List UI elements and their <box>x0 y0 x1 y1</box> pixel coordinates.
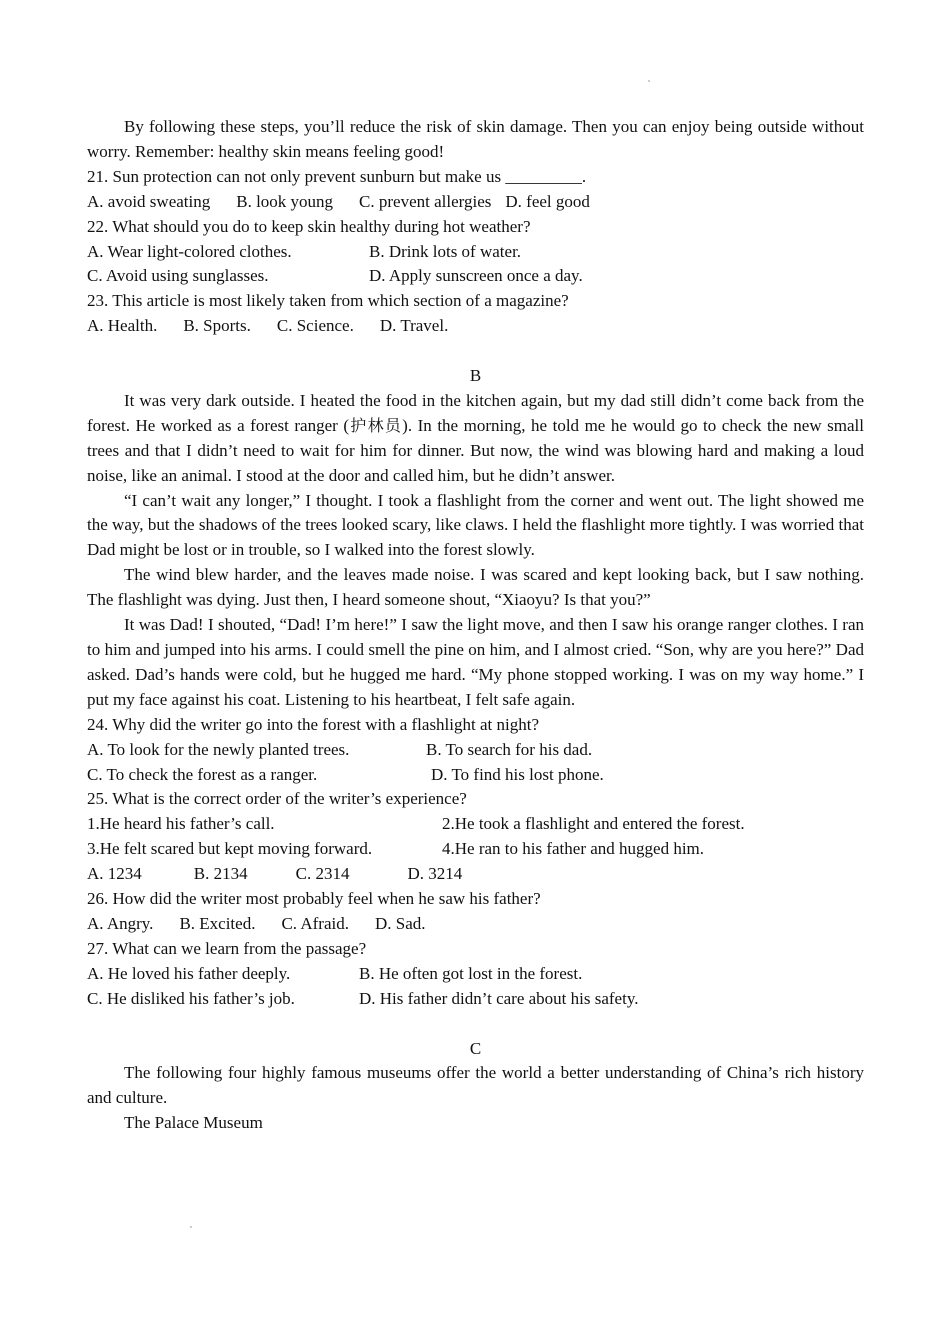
q27-option-d: D. His father didn’t care about his safety. <box>359 988 639 1008</box>
spacer <box>87 1012 864 1037</box>
question-27-options-row-1 <box>87 962 864 987</box>
q26-option-d: D. Sad. <box>374 913 426 933</box>
q25-option-d: D. 3214 <box>407 864 463 884</box>
question-22-options-row-2 <box>87 264 864 289</box>
q22-option-d: D. Apply sunscreen once a day. <box>369 266 583 286</box>
passage-b-paragraph-3: The wind blew harder, and the leaves made noise. I was scared and kept looking back, but I saw nothing. The flashlight was dying. Just then, I heard someone shout, “Xiaoyu? Is that you?” <box>87 565 864 610</box>
q24-option-d: D. To find his lost phone. <box>431 764 604 784</box>
q26-option-c: C. Afraid. <box>281 913 349 933</box>
q21-option-a: A. avoid sweating <box>87 191 211 211</box>
q21-option-d: D. feel good <box>505 191 590 211</box>
q26-option-a: A. Angry. <box>87 913 154 933</box>
question-22-options-row-1 <box>87 240 864 265</box>
question-24-stem: 24. Why did the writer go into the forest with a flashlight at night? <box>87 714 539 734</box>
q22-option-a: A. Wear light-colored clothes. <box>87 241 292 261</box>
passage-b-paragraph-4: It was Dad! I shouted, “Dad! I’m here!” I saw the light move, and then I saw his orange ranger clothes. I ran to him and jumped into his arms. I could smell the pine on him, and I almost cried. “Son, why are you here?” Dad asked. Dad’s hands were cold, but he hugged me hard. “My phone stopped working. I was on my way home.” I put my face against his coat. Listening to his heartbeat, I felt safe again. <box>87 615 864 709</box>
passage-a-closing: By following these steps, you’ll reduce the risk of skin damage. Then you can enjoy being outside without worry. Remember: healthy skin means feeling good! <box>87 117 864 161</box>
q22-option-c: C. Avoid using sunglasses. <box>87 266 269 286</box>
q23-option-b: B. Sports. <box>183 316 251 336</box>
passage-b-p1-part2: ). In the morning, he told me he would go to check the new small trees and that I didn’t need to wait for him for dinner. But now, the wind was blowing hard and making a loud noise, like an animal. I stood at the door and called him, but he didn’t answer. <box>87 415 864 485</box>
question-26-options <box>87 912 864 937</box>
question-25-events-row-2 <box>87 837 864 862</box>
q21-option-b: B. look young <box>236 191 334 211</box>
q24-option-c: C. To check the forest as a ranger. <box>87 764 318 784</box>
passage-b-heading: B <box>469 366 482 386</box>
q22-option-b: B. Drink lots of water. <box>369 241 522 261</box>
q21-option-c: C. prevent allergies <box>359 191 492 211</box>
q26-option-b: B. Excited. <box>179 913 256 933</box>
q27-option-a: A. He loved his father deeply. <box>87 963 291 983</box>
q25-option-a: A. 1234 <box>87 864 142 884</box>
chinese-gloss: 护林员 <box>349 415 403 435</box>
question-27-options-row-2 <box>87 987 864 1012</box>
question-22-stem: 22. What should you do to keep skin healthy during hot weather? <box>87 216 531 236</box>
q25-event-4: 4.He ran to his father and hugged him. <box>442 839 705 859</box>
question-21-options <box>87 190 864 215</box>
passage-c-heading: C <box>469 1038 482 1058</box>
question-25-stem: 25. What is the correct order of the writer’s experience? <box>87 789 467 809</box>
passage-b-paragraph-1 <box>87 389 864 489</box>
question-21-stem: 21. Sun protection can not only prevent sunburn but make us _________. <box>87 166 587 186</box>
q25-option-b: B. 2134 <box>193 864 248 884</box>
q25-event-2: 2.He took a flashlight and entered the forest. <box>442 814 745 834</box>
q27-option-b: B. He often got lost in the forest. <box>359 963 583 983</box>
passage-b-paragraph-2: “I can’t wait any longer,” I thought. I took a flashlight from the corner and went out. The light showed me the way, but the shadows of the trees looked scary, like claws. I held the flashlight more tightly. I was worried that Dad might be lost or in trouble, so I walked into the forest slowly. <box>87 490 864 560</box>
q23-option-c: C. Science. <box>276 316 354 336</box>
question-26-stem: 26. How did the writer most probably feel when he saw his father? <box>87 889 541 909</box>
question-24-options-row-2 <box>87 763 864 788</box>
scan-dot <box>190 1226 192 1228</box>
q23-option-d: D. Travel. <box>379 316 449 336</box>
q27-option-c: C. He disliked his father’s job. <box>87 988 295 1008</box>
passage-c-subheading: The Palace Museum <box>124 1113 263 1133</box>
exam-page <box>87 115 864 1136</box>
q23-option-a: A. Health. <box>87 316 158 336</box>
q25-event-1: 1.He heard his father’s call. <box>87 814 275 834</box>
q24-option-b: B. To search for his dad. <box>426 739 593 759</box>
q24-option-a: A. To look for the newly planted trees. <box>87 739 350 759</box>
question-24-options-row-1 <box>87 738 864 763</box>
question-27-stem: 27. What can we learn from the passage? <box>87 938 367 958</box>
question-23-stem: 23. This article is most likely taken from which section of a magazine? <box>87 291 569 311</box>
q25-option-c: C. 2314 <box>295 864 350 884</box>
q25-event-3: 3.He felt scared but kept moving forward. <box>87 839 373 859</box>
question-25-events-row-1 <box>87 812 864 837</box>
scan-dot <box>648 80 650 82</box>
passage-b-p1-part1: It was very dark outside. I heated the food in the kitchen again, but my dad still didn’t come back from the forest. He worked as a forest ranger ( <box>87 390 864 435</box>
question-23-options <box>87 314 864 339</box>
passage-c-intro: The following four highly famous museums offer the world a better understanding of China’s rich history and culture. <box>87 1063 864 1108</box>
question-25-options <box>87 862 864 887</box>
spacer <box>87 339 864 364</box>
